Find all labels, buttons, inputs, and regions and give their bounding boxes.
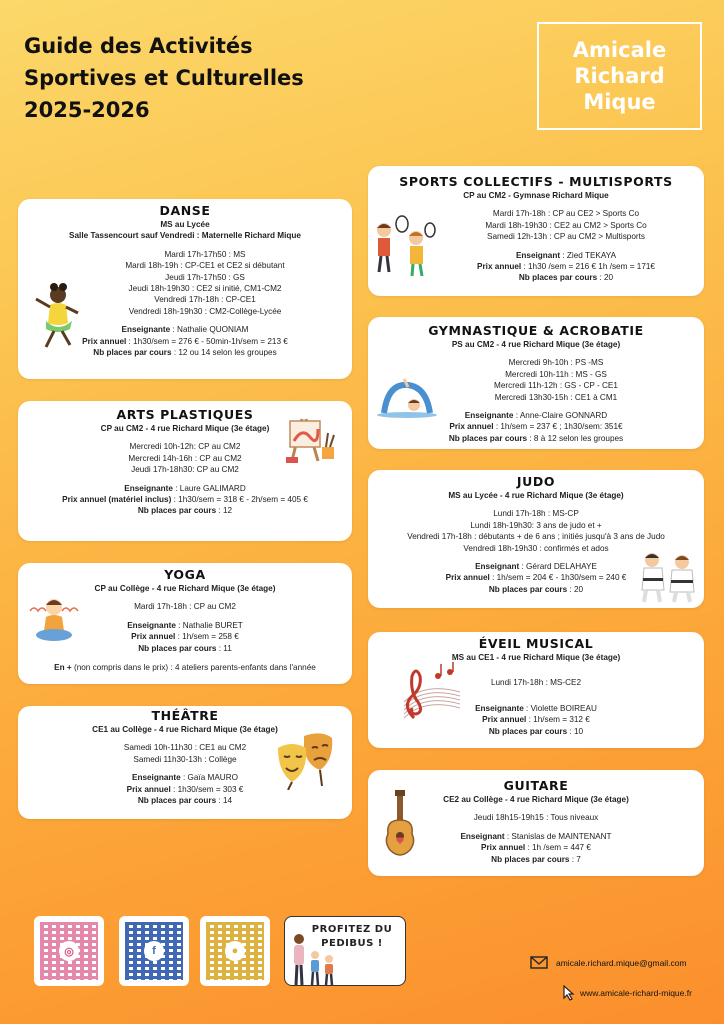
teacher-line: Enseignant : Zied TEKAYA: [515, 250, 617, 260]
schedule-line: Mercredi 9h-10h : PS -MS: [508, 358, 604, 368]
schedule-line: Mercredi 14h-16h : CP au CM2: [128, 453, 242, 463]
page-title: [24, 30, 304, 126]
card-subtitle: CE2 au Collège - 4 rue Richard Mique (3e étage): [443, 795, 629, 804]
price-line: Prix annuel : 1h30/sem = 303 €: [126, 784, 244, 794]
schedule-line: Mercredi 10h-11h : MS - GS: [505, 369, 607, 379]
dancer-girl-icon: [32, 283, 82, 353]
price-line: Prix annuel : 1h /sem = 447 €: [481, 843, 591, 853]
schedule-line: Mardi 18h-19h30 : CE2 au CM2 > Sports Co: [485, 220, 647, 230]
title-line-2: Sportives et Culturelles: [24, 66, 304, 90]
card-title: THÉÂTRE: [151, 708, 219, 723]
card-title: ÉVEIL MUSICAL: [478, 636, 594, 651]
card-arts-plastiques: [18, 401, 352, 541]
instagram-qr-icon[interactable]: [34, 916, 104, 986]
card-guitare: [368, 770, 704, 876]
cursor-icon: [562, 985, 576, 1001]
price-line: Prix annuel : 1h30/sem = 276 € - 50min-1h/sem = 213 €: [82, 336, 288, 346]
pedibus-label: PROFITEZ DU PEDIBUS !: [311, 924, 393, 949]
schedule-line: Vendredi 17h-18h : débutants + de 6 ans ; initiés jusqu'à 3 ans de Judo: [407, 532, 665, 542]
places-line: Nb places par cours : 10: [488, 726, 584, 736]
schedule-line: Mercredi 11h-12h : GS - CP - CE1: [494, 381, 618, 391]
card-subtitle: CP au CM2 - Gymnase Richard Mique: [463, 191, 609, 200]
card-gymnastique: [368, 317, 704, 449]
judo-kids-icon: [638, 550, 698, 604]
places-line: Nb places par cours : 20: [488, 584, 584, 594]
card-subtitle: MS au CE1 - 4 rue Richard Mique (3e étage): [451, 653, 621, 662]
logo-line-2: Richard: [574, 64, 665, 88]
places-line: Nb places par cours : 12 ou 14 selon les groupes: [93, 348, 277, 358]
card-location: Salle Tassencourt sauf Vendredi : Maternelle Richard Mique: [69, 231, 301, 241]
teacher-line: Enseignante : Nathalie QUONIAM: [121, 325, 249, 335]
facebook-qr-icon[interactable]: [119, 916, 189, 986]
schedule-line: Mardi 17h-18h : CP au CM2: [134, 602, 236, 612]
teacher-line: Enseignante : Anne-Claire GONNARD: [464, 411, 608, 421]
website-text[interactable]: www.amicale-richard-mique.fr: [580, 988, 692, 998]
title-line-1: Guide des Activités: [24, 34, 253, 58]
schedule-line: Vendredi 18h-19h30 : confirmés et ados: [463, 543, 609, 553]
price-line: Prix annuel : 1h30 /sem = 216 € 1h /sem = 171€: [477, 262, 655, 272]
places-line: Nb places par cours : 7: [491, 854, 581, 864]
teacher-line: Enseignante : Gaïa MAURO: [131, 773, 238, 783]
schedule-line: Jeudi 18h15-19h15 : Tous niveaux: [473, 813, 599, 823]
easel-paint-icon: [284, 413, 338, 465]
card-subtitle: PS au CM2 - 4 rue Richard Mique (3e étage): [451, 340, 621, 349]
gymnast-bridge-icon: [374, 375, 440, 419]
places-line: Nb places par cours : 11: [138, 643, 232, 653]
instagram-icon: ◎: [59, 941, 79, 961]
card-title: DANSE: [159, 203, 211, 218]
schedule-line: Mardi 17h-17h50 : MS: [164, 249, 246, 259]
schedule-line: Lundi 17h-18h : MS-CE2: [490, 678, 582, 688]
schedule-line: Mardi 17h-18h : CP au CE2 > Sports Co: [492, 209, 640, 219]
card-title: ARTS PLASTIQUES: [116, 407, 254, 422]
schedule-line: Samedi 11h30-13h : Collège: [133, 754, 237, 764]
card-title: GYMNASTIQUE & ACROBATIE: [428, 323, 644, 338]
schedule-line: Lundi 17h-18h : MS-CP: [493, 509, 579, 519]
card-yoga: [18, 563, 352, 684]
schedule-line: Mercredi 13h30-15h : CE1 à CM1: [494, 392, 618, 402]
places-line: Nb places par cours : 12: [137, 506, 233, 516]
schedule-line: Vendredi 18h-19h30 : CM2-Collège-Lycée: [128, 306, 282, 316]
teacher-line: Enseignant : Stanislas de MAINTENANT: [460, 831, 612, 841]
card-sports-collectifs: [368, 166, 704, 296]
title-line-3: 2025-2026: [24, 98, 150, 122]
card-title: SPORTS COLLECTIFS - MULTISPORTS: [399, 174, 673, 189]
card-eveil-musical: [368, 632, 704, 748]
teacher-line: Enseignante : Nathalie BURET: [127, 620, 243, 630]
teacher-line: Enseignante : Violette BOIREAU: [475, 703, 597, 713]
schedule-line: Mercredi 10h-12h: CP au CM2: [129, 442, 241, 452]
price-line: Prix annuel (matériel inclus) : 1h30/sem = 318 € - 2h/sem = 405 €: [62, 495, 308, 505]
email-contact[interactable]: [530, 956, 687, 969]
schedule-line: Lundi 18h-19h30: 3 ans de judo et +: [470, 520, 602, 530]
ukulele-icon: [382, 790, 418, 862]
yoga-girl-icon: [26, 593, 82, 645]
logo-line-1: Amicale: [572, 38, 667, 62]
card-subtitle: MS au Lycée: [160, 220, 210, 229]
extra-line: En + (non compris dans le prix) : 4 ateliers parents-enfants dans l'année: [54, 663, 316, 673]
schedule-line: Jeudi 17h-17h50 : GS: [165, 272, 245, 282]
schedule-line: Jeudi 18h-19h30 : CE2 si initié, CM1-CM2: [128, 284, 282, 294]
card-judo: [368, 470, 704, 608]
card-subtitle: CP au CM2 - 4 rue Richard Mique (3e étage): [100, 424, 270, 433]
price-line: Prix annuel : 1h/sem = 237 € ; 1h30/sem: 351€: [449, 422, 623, 432]
schedule-line: Samedi 10h-11h30 : CE1 au CM2: [123, 743, 247, 753]
card-theatre: [18, 706, 352, 819]
family-walking-icon: [289, 931, 339, 986]
places-line: Nb places par cours : 14: [137, 796, 233, 806]
card-subtitle: CP au Collège - 4 rue Richard Mique (3e étage): [94, 584, 276, 593]
schedule-line: Samedi 12h-13h : CP au CM2 > Multisports: [487, 232, 645, 242]
email-text[interactable]: amicale.richard.mique@gmail.com: [556, 957, 687, 968]
badminton-kids-icon: [368, 210, 440, 280]
card-title: YOGA: [164, 567, 206, 582]
places-line: Nb places par cours : 8 à 12 selon les groupes: [448, 433, 624, 443]
logo-line-3: Mique: [583, 90, 656, 114]
card-title: JUDO: [516, 474, 556, 489]
mail-icon: [530, 956, 548, 969]
schedule-line: Mardi 18h-19h : CP-CE1 et CE2 si débutant: [125, 261, 285, 271]
location-icon: ●: [225, 941, 245, 961]
places-line: Nb places par cours : 20: [518, 273, 614, 283]
card-subtitle: MS au Lycée - 4 rue Richard Mique (3e étage): [448, 491, 624, 500]
price-line: Prix annuel : 1h/sem = 312 €: [482, 715, 590, 725]
price-line: Prix annuel : 1h/sem = 258 €: [131, 632, 239, 642]
website-qr-icon[interactable]: [200, 916, 270, 986]
amicale-logo: [537, 22, 702, 130]
teacher-line: Enseignant : Gérard DELAHAYE: [475, 562, 597, 572]
card-title: GUITARE: [503, 778, 569, 793]
card-danse: [18, 199, 352, 379]
card-subtitle: CE1 au Collège - 4 rue Richard Mique (3e étage): [92, 725, 278, 734]
schedule-line: Jeudi 17h-18h30: CP au CM2: [131, 465, 239, 475]
teacher-line: Enseignante : Laure GALIMARD: [124, 483, 246, 493]
price-line: Prix annuel : 1h/sem = 204 € - 1h30/sem = 240 €: [445, 573, 627, 583]
website-contact[interactable]: [562, 985, 692, 1001]
theatre-masks-icon: [276, 730, 336, 790]
pedibus-banner: [284, 916, 406, 986]
facebook-icon: f: [144, 941, 164, 961]
schedule-line: Vendredi 17h-18h : CP-CE1: [154, 295, 256, 305]
treble-clef-icon: [394, 662, 464, 722]
